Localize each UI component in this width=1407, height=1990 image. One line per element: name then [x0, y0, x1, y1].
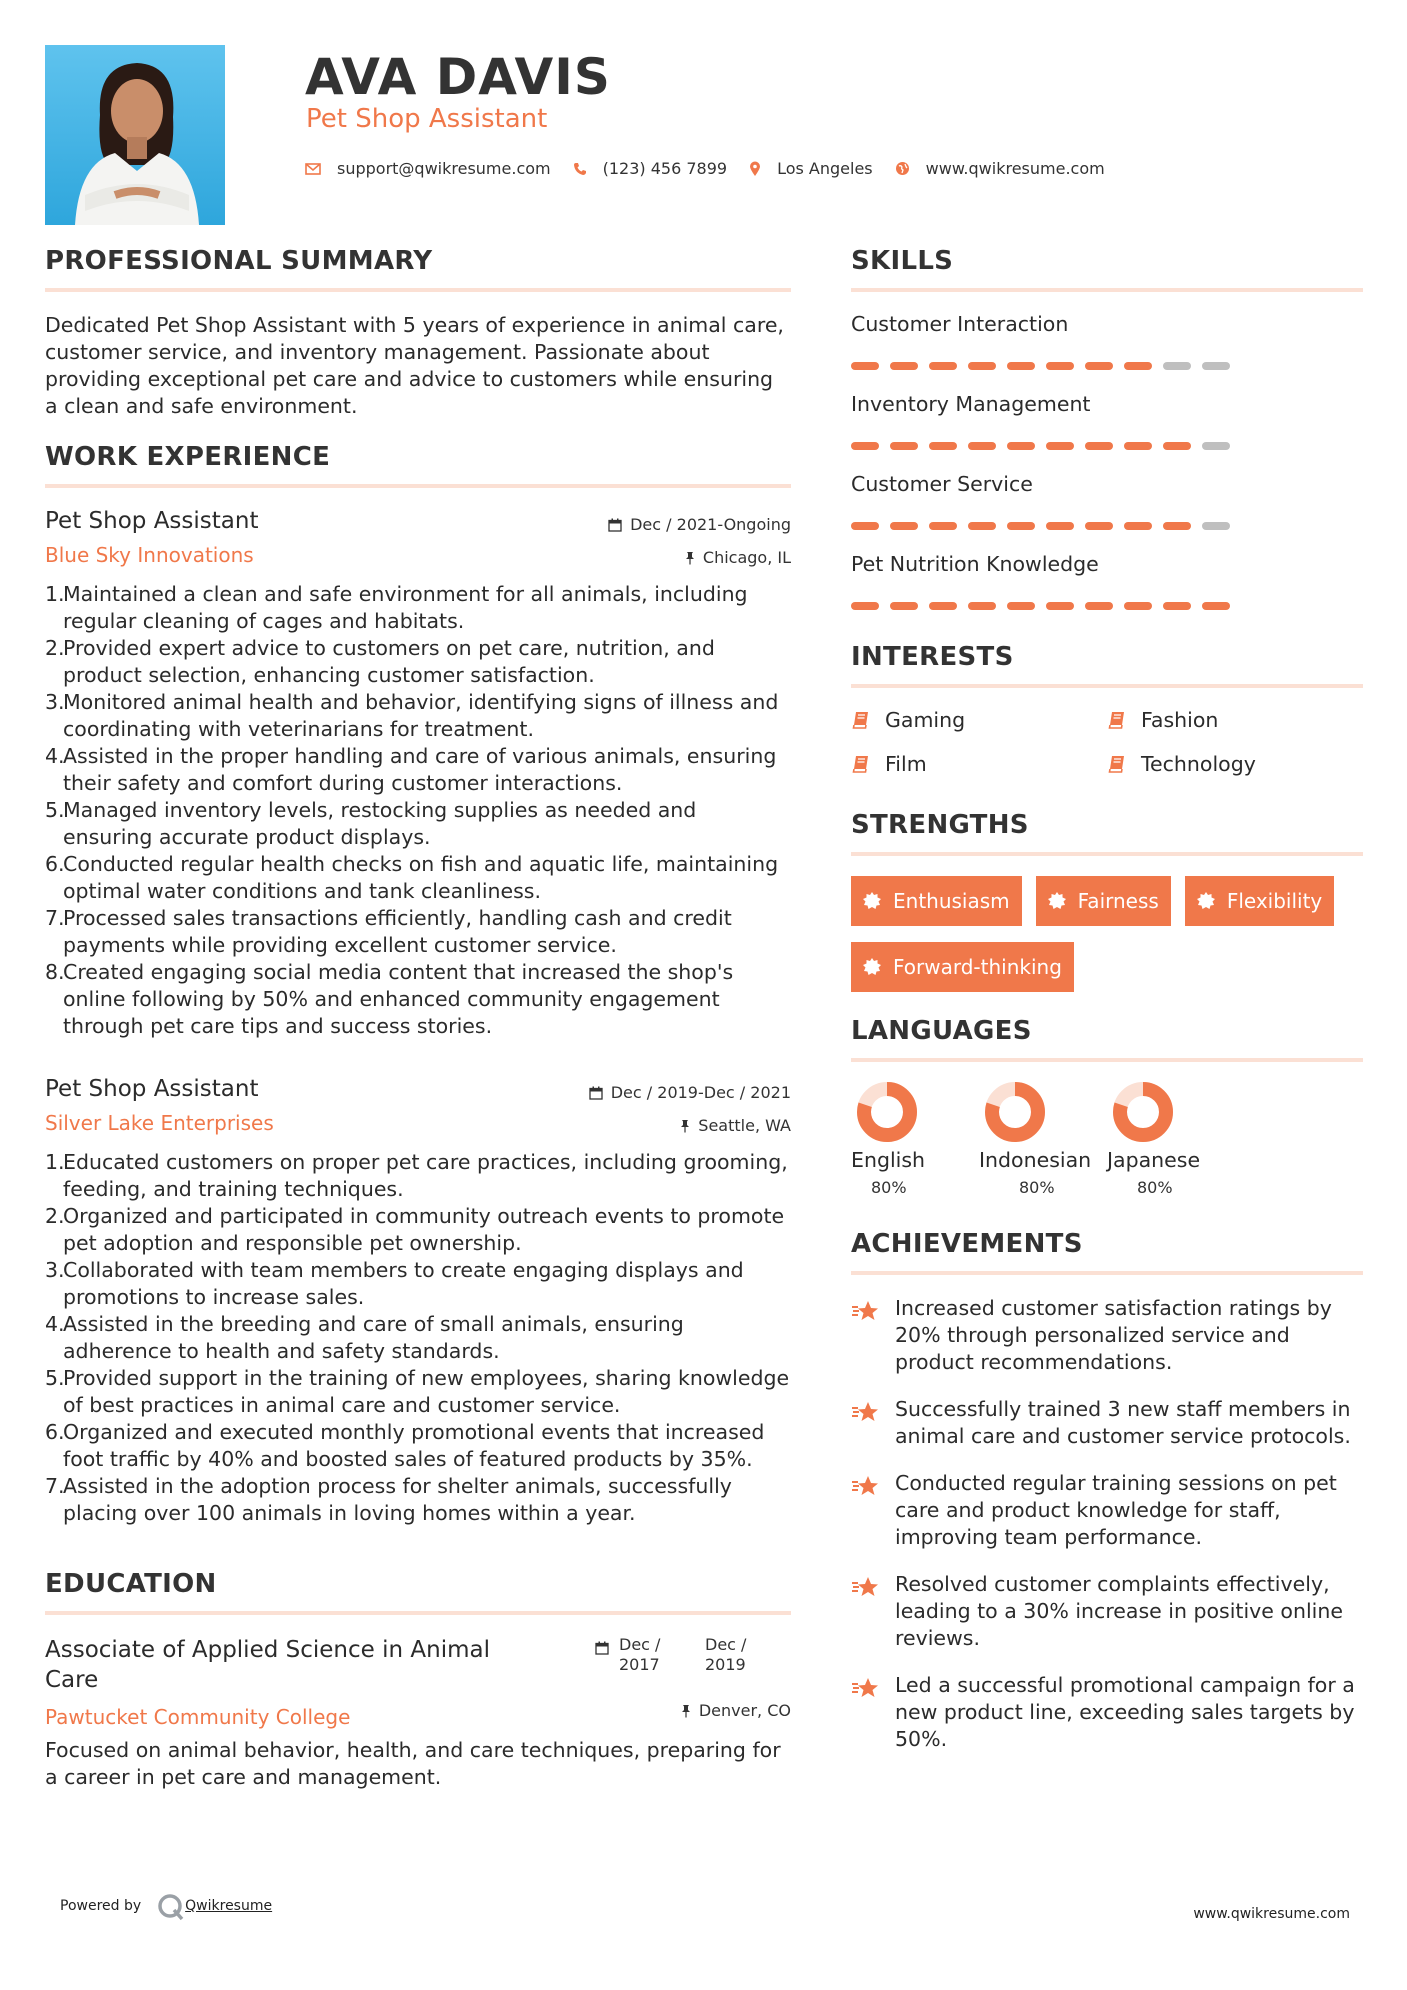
skill-dash — [1163, 522, 1191, 530]
language-item — [1107, 1082, 1235, 1197]
badge-icon — [1048, 892, 1066, 910]
languages-section — [851, 1016, 1363, 1197]
job-header — [45, 508, 791, 567]
job-location-text: Chicago, IL — [702, 548, 791, 567]
summary-text: Dedicated Pet Shop Assistant with 5 years of experience in animal care, customer service, and inventory management. Passionate about providing exceptional pet care and advice to customers while ensuring a clean and safe environment. — [45, 313, 784, 418]
envelope-icon — [305, 163, 321, 175]
skill-dash — [890, 522, 918, 530]
education-dates — [595, 1635, 791, 1675]
profile-photo — [45, 45, 225, 225]
person-illustration — [45, 45, 225, 225]
skill-dash — [1007, 522, 1035, 530]
section-divider — [851, 1271, 1363, 1275]
interest-item: Technology — [1107, 752, 1363, 776]
skill-rating — [851, 434, 1363, 458]
skill-name: Inventory Management — [851, 392, 1091, 416]
skill-dash — [1163, 362, 1191, 370]
powered-by-label: Powered by — [60, 1898, 142, 1914]
job-location — [608, 548, 791, 567]
section-divider — [851, 288, 1363, 292]
skill-dash — [968, 442, 996, 450]
book-icon — [1107, 754, 1127, 774]
badge-icon — [863, 892, 881, 910]
skill-dash — [1124, 442, 1152, 450]
interests-section — [851, 642, 1363, 776]
contact-bar — [305, 159, 1127, 178]
job-location-text: Seattle, WA — [698, 1116, 791, 1135]
skill-dash — [1085, 522, 1113, 530]
achievement-item: Successfully trained 3 new staff members in animal care and customer service protocols. — [851, 1396, 1363, 1450]
calendar-icon — [589, 1086, 603, 1100]
skill-dash — [890, 602, 918, 610]
summary-section — [45, 246, 791, 420]
list-item: 4. Assisted in the breeding and care of small animals, ensuring adherence to health and safety standards. — [45, 1312, 684, 1363]
education-end: Dec / 2019 — [705, 1635, 747, 1674]
skill-dash — [1046, 442, 1074, 450]
skill-dash — [851, 522, 879, 530]
job-dates — [589, 1083, 791, 1102]
list-item: 7. Assisted in the adoption process for shelter animals, successfully placing over 100 animals in loving homes within a year. — [45, 1474, 732, 1525]
job-dates-text: Dec / 2019-Dec / 2021 — [610, 1083, 791, 1102]
education-description: Focused on animal behavior, health, and care techniques, preparing for a career in pet care and management. — [45, 1738, 781, 1789]
skill-dash — [1085, 602, 1113, 610]
list-item: 3. Collaborated with team members to create engaging displays and promotions to increase sales. — [45, 1258, 744, 1309]
skill-dash — [1007, 442, 1035, 450]
job-dates-text: Dec / 2021-Ongoing — [630, 515, 791, 534]
achievement-item: Led a successful promotional campaign for a new product line, exceeding sales targets by 50%. — [851, 1672, 1363, 1753]
candidate-name: AVA DAVIS — [305, 48, 611, 106]
skill-name: Customer Service — [851, 472, 1033, 496]
footer-website[interactable]: www.qwikresume.com — [1193, 1906, 1350, 1922]
candidate-title: Pet Shop Assistant — [306, 104, 548, 134]
interest-item: Film — [851, 752, 1107, 776]
languages-heading: LANGUAGES — [851, 1016, 1032, 1046]
skill-dash — [1202, 602, 1230, 610]
language-donut — [985, 1082, 1045, 1142]
skill-item — [851, 312, 1363, 378]
globe-icon — [895, 161, 910, 176]
language-percent: 80% — [1019, 1178, 1055, 1197]
skills-section — [851, 246, 1363, 618]
star-icon — [851, 1676, 881, 1700]
skills-heading: SKILLS — [851, 246, 954, 276]
skill-name: Pet Nutrition Knowledge — [851, 552, 1099, 576]
skill-rating — [851, 594, 1363, 618]
strengths-list — [851, 876, 1363, 1008]
language-item — [851, 1082, 979, 1197]
email-text: support@qwikresume.com — [337, 159, 551, 178]
skill-item — [851, 392, 1363, 458]
list-item: 1. Educated customers on proper pet care practices, including grooming, feeding, and training techniques. — [45, 1150, 788, 1201]
skill-rating — [851, 514, 1363, 538]
list-item: 6. Organized and executed monthly promotional events that increased foot traffic by 40% and boosted sales of featured products by 35%. — [45, 1420, 765, 1471]
language-name: Indonesian — [979, 1148, 1092, 1172]
star-icon — [851, 1575, 881, 1599]
website-text: www.qwikresume.com — [925, 159, 1105, 178]
list-item: 5. Provided support in the training of new employees, sharing knowledge of best practices in animal care and customer service. — [45, 1366, 790, 1417]
section-divider — [851, 852, 1363, 856]
interest-item: Gaming — [851, 708, 1107, 732]
left-column — [45, 246, 791, 1791]
job-company: Blue Sky Innovations — [45, 543, 254, 567]
achievements-section — [851, 1229, 1363, 1753]
skill-dash — [1046, 362, 1074, 370]
section-divider — [45, 1611, 791, 1615]
book-icon — [851, 710, 871, 730]
section-divider — [851, 684, 1363, 688]
qwikresume-link[interactable]: Qwikresume — [185, 1898, 273, 1914]
job-left — [45, 508, 258, 567]
skill-dash — [1085, 442, 1113, 450]
book-icon — [1107, 710, 1127, 730]
job-entry — [45, 1076, 791, 1527]
education-section — [45, 1569, 791, 1791]
skill-dash — [1202, 522, 1230, 530]
skill-dash — [851, 602, 879, 610]
language-donut — [1113, 1082, 1173, 1142]
skill-dash — [1202, 442, 1230, 450]
interest-item: Fashion — [1107, 708, 1363, 732]
strength-badge: Enthusiasm — [851, 876, 1022, 926]
list-item: 7. Processed sales transactions efficiently, handling cash and credit payments while providing excellent customer service. — [45, 906, 732, 957]
skill-dash — [1046, 602, 1074, 610]
skill-dash — [929, 362, 957, 370]
skill-dash — [1046, 522, 1074, 530]
language-name: English — [851, 1148, 926, 1172]
education-start: Dec / 2017 — [619, 1635, 661, 1674]
language-percent: 80% — [1137, 1178, 1173, 1197]
skill-dash — [929, 602, 957, 610]
contact-email[interactable] — [305, 159, 551, 178]
calendar-icon — [608, 518, 622, 532]
achievement-item: Increased customer satisfaction ratings by 20% through personalized service and product recommendations. — [851, 1295, 1363, 1376]
badge-icon — [1197, 892, 1215, 910]
list-item: 3. Monitored animal health and behavior, identifying signs of illness and coordinating with veterinarians for treatment. — [45, 690, 779, 741]
contact-website[interactable] — [895, 159, 1105, 178]
badge-icon — [863, 958, 881, 976]
job-bullets — [45, 581, 791, 1040]
skill-dash — [851, 442, 879, 450]
job-role: Pet Shop Assistant — [45, 508, 259, 534]
skill-rating — [851, 354, 1363, 378]
list-item: 4. Assisted in the proper handling and care of various animals, ensuring their safety and comfort during customer interactions. — [45, 744, 777, 795]
skill-dash — [1085, 362, 1113, 370]
achievement-item: Resolved customer complaints effectively, leading to a 30% increase in positive online reviews. — [851, 1571, 1363, 1652]
pushpin-icon — [681, 1704, 691, 1718]
pushpin-icon — [680, 1119, 690, 1133]
book-icon — [851, 754, 871, 774]
location-text: Los Angeles — [777, 159, 873, 178]
skill-dash — [968, 602, 996, 610]
calendar-icon — [595, 1641, 609, 1655]
strengths-heading: STRENGTHS — [851, 810, 1029, 840]
language-item — [979, 1082, 1107, 1197]
section-divider — [851, 1058, 1363, 1062]
section-divider — [45, 288, 791, 292]
contact-location — [749, 159, 873, 178]
skill-dash — [1163, 442, 1191, 450]
job-dates — [608, 515, 791, 534]
skill-name: Customer Interaction — [851, 312, 1069, 336]
strength-badge: Flexibility — [1185, 876, 1334, 926]
star-icon — [851, 1299, 881, 1323]
skill-dash — [1163, 602, 1191, 610]
skill-item — [851, 552, 1363, 618]
education-location-text: Denver, CO — [698, 1701, 791, 1720]
achievement-item: Conducted regular training sessions on pet care and product knowledge for staff, improving team performance. — [851, 1470, 1363, 1551]
skill-dash — [968, 522, 996, 530]
experience-section — [45, 442, 791, 1527]
skill-dash — [890, 362, 918, 370]
footer-powered-by — [60, 1898, 272, 1914]
skill-dash — [1007, 362, 1035, 370]
job-entry — [45, 508, 791, 1040]
language-percent: 80% — [871, 1178, 907, 1197]
right-column — [851, 246, 1363, 1773]
degree-title: Associate of Applied Science in Animal Care — [45, 1637, 490, 1693]
list-item: 1. Maintained a clean and safe environment for all animals, including regular cleaning of cages and habitats. — [45, 582, 748, 633]
languages-list — [851, 1082, 1363, 1197]
job-company: Silver Lake Enterprises — [45, 1111, 274, 1135]
star-icon — [851, 1400, 881, 1424]
interests-grid — [851, 708, 1363, 776]
skill-dash — [1124, 362, 1152, 370]
language-name: Japanese — [1107, 1148, 1201, 1172]
summary-heading: PROFESSIONAL SUMMARY — [45, 246, 433, 276]
section-divider — [45, 484, 791, 488]
skill-dash — [1124, 602, 1152, 610]
experience-heading: WORK EXPERIENCE — [45, 442, 331, 472]
skill-dash — [968, 362, 996, 370]
pushpin-icon — [685, 551, 695, 565]
school-name: Pawtucket Community College — [45, 1705, 351, 1729]
skill-item — [851, 472, 1363, 538]
skill-dash — [929, 442, 957, 450]
qwikresume-logo-icon — [156, 1892, 186, 1922]
job-header — [45, 1076, 791, 1135]
list-item: 2. Provided expert advice to customers on pet care, nutrition, and product selection, enhancing customer satisfaction. — [45, 636, 715, 687]
list-item: 6. Conducted regular health checks on fish and aquatic life, maintaining optimal water conditions and tank cleanliness. — [45, 852, 779, 903]
list-item: 8. Created engaging social media content that increased the shop's online following by 50% and enhanced community engagement through pet care tips and success stories. — [45, 960, 734, 1038]
phone-icon — [573, 162, 587, 176]
skill-dash — [851, 362, 879, 370]
job-right — [608, 508, 791, 567]
language-donut — [857, 1082, 917, 1142]
education-header — [45, 1635, 791, 1729]
education-location — [595, 1701, 791, 1720]
contact-phone[interactable] — [573, 159, 727, 178]
achievements-heading: ACHIEVEMENTS — [851, 1229, 1083, 1259]
list-item: 5. Managed inventory levels, restocking supplies as needed and ensuring accurate product displays. — [45, 798, 697, 849]
education-heading: EDUCATION — [45, 1569, 217, 1599]
skill-dash — [1202, 362, 1230, 370]
list-item: 2. Organized and participated in community outreach events to promote pet adoption and responsible pet ownership. — [45, 1204, 785, 1255]
job-role: Pet Shop Assistant — [45, 1076, 259, 1102]
strength-badge: Fairness — [1036, 876, 1171, 926]
strength-badge: Forward-thinking — [851, 942, 1074, 992]
education-right — [595, 1635, 791, 1729]
job-bullets — [45, 1149, 791, 1527]
skill-dash — [1007, 602, 1035, 610]
phone-text: (123) 456 7899 — [602, 159, 728, 178]
strengths-section — [851, 810, 1363, 1008]
skill-dash — [890, 442, 918, 450]
job-left — [45, 1076, 274, 1135]
education-left — [45, 1635, 535, 1729]
skill-dash — [1124, 522, 1152, 530]
job-location — [589, 1116, 791, 1135]
skill-dash — [929, 522, 957, 530]
interests-heading: INTERESTS — [851, 642, 1014, 672]
map-pin-icon — [749, 161, 761, 177]
star-icon — [851, 1474, 881, 1498]
job-right — [589, 1076, 791, 1135]
